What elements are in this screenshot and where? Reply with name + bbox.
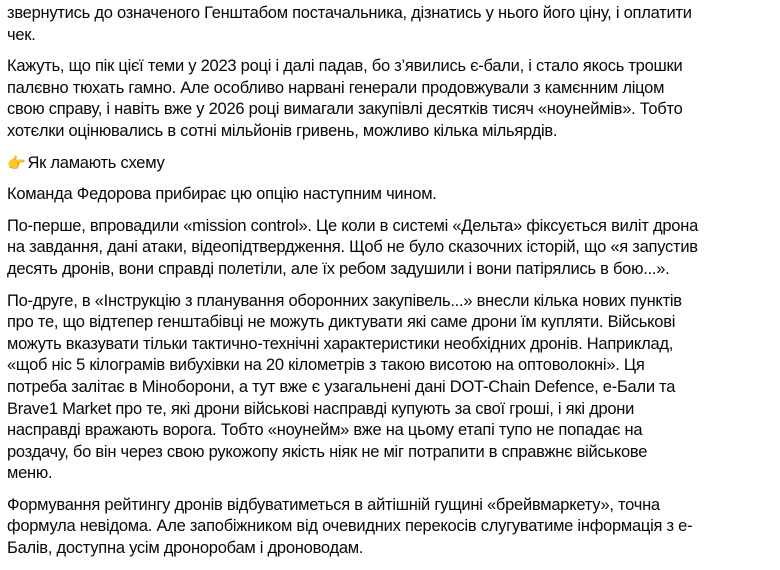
text-line xyxy=(7,216,773,238)
text-line xyxy=(7,442,773,464)
text-line xyxy=(7,355,773,377)
line-text: про те, що відтепер генштабівці не можуть диктувати які саме дрони їм купляти. Військові xyxy=(7,313,676,332)
line-text: роздачу, бо він через свою рукожопу якість ніяк не міг потрапити в справжнє військове xyxy=(7,442,648,461)
line-text: звернутись до означеного Генштабом постачальника, дізнатись у нього його ціну, і оплатити xyxy=(7,4,692,22)
text-line xyxy=(7,399,773,421)
text-line xyxy=(7,516,773,538)
post-paragraph xyxy=(7,184,773,206)
text-line xyxy=(7,3,773,25)
text-line xyxy=(7,334,773,356)
line-text: По-перше, впровадили «mission control». Це коли в системі «Дельта» фіксується виліт дрона xyxy=(7,216,699,235)
line-text: Кажуть, що пік цієї теми у 2023 році і далі падав, бо з’явились є-бали, і стало якось трошки xyxy=(7,57,683,76)
text-line xyxy=(7,184,773,206)
line-text: меню. xyxy=(7,464,53,483)
text-line xyxy=(7,78,773,100)
text-line xyxy=(7,259,773,281)
text-line xyxy=(7,463,773,485)
text-line xyxy=(7,312,773,334)
line-text: насправді вражають ворога. Тобто «ноунейм» вже на цьому етапі тупо не попадає на xyxy=(7,421,643,440)
line-text: палєвно тюхать гамно. Але особливо нарвані генерали продовжували з камєнним ліцом xyxy=(7,78,665,97)
post-paragraph xyxy=(7,216,773,281)
text-line xyxy=(7,237,773,259)
line-text: потреба залітає в Міноборони, а тут вже є узагальнені дані DOT-Chain Defence, е-Бали та xyxy=(7,377,676,396)
post-paragraph xyxy=(7,291,773,485)
line-text: можуть вказувати тільки тактично-технічні характеристики необхідних дронів. Наприклад, xyxy=(7,334,674,353)
line-text: десять дронів, вони справді полетіли, але їх ребом задушили і вони патірялись в бою...». xyxy=(7,259,670,278)
line-text: Команда Федорова прибирає цю опцію наступним чином. xyxy=(7,185,437,204)
line-text: По-друге, в «Інструкцію з планування оборонних закупівель...» внесли кілька нових пунктів xyxy=(7,291,682,310)
text-line xyxy=(7,25,773,47)
post-paragraph xyxy=(7,56,773,142)
text-line xyxy=(7,377,773,399)
line-text: Brave1 Market про те, які дрони військові насправді купують за свої гроші, і які дрони xyxy=(7,399,635,418)
text-line xyxy=(7,121,773,143)
text-line xyxy=(7,291,773,313)
line-text: Формування рейтингу дронів відбуватиметься в айтішній гущині «брейвмаркету», точна xyxy=(7,495,660,514)
line-text: чек. xyxy=(7,25,36,44)
text-line xyxy=(7,538,773,560)
text-line xyxy=(7,56,773,78)
text-line xyxy=(7,99,773,121)
text-line xyxy=(7,420,773,442)
line-text: на завдання, дані атаки, відеопідтвердження. Щоб не було сказочних історій, що «я запустив xyxy=(7,238,698,257)
text-line xyxy=(7,495,773,517)
line-text: Балів, доступна усім дроноробам і дроноводам. xyxy=(7,539,364,558)
post-paragraph xyxy=(7,3,773,46)
line-text: формула невідома. Але запобіжником від очевидних перекосів слугуватиме інформація з е- xyxy=(7,517,693,536)
post-paragraph xyxy=(7,153,773,175)
line-text: хотєлки оцінювались в сотні мільйонів гривень, можливо кілька мільярдів. xyxy=(7,121,558,140)
line-text: Як ламають схему xyxy=(27,153,165,172)
post-paragraph xyxy=(7,495,773,560)
line-text: свою справу, і навіть вже у 2026 році вимагали закупівлі десятків тисяч «ноунеймів». Тобто xyxy=(7,100,683,119)
post-body xyxy=(7,3,773,570)
pointing-hand-icon: 👉 xyxy=(7,153,26,172)
text-line xyxy=(7,153,773,175)
line-text: «щоб ніс 5 кілограмів вибухівки на 20 кілометрів з такою висотою на оптоволокні». Ця xyxy=(7,356,645,375)
